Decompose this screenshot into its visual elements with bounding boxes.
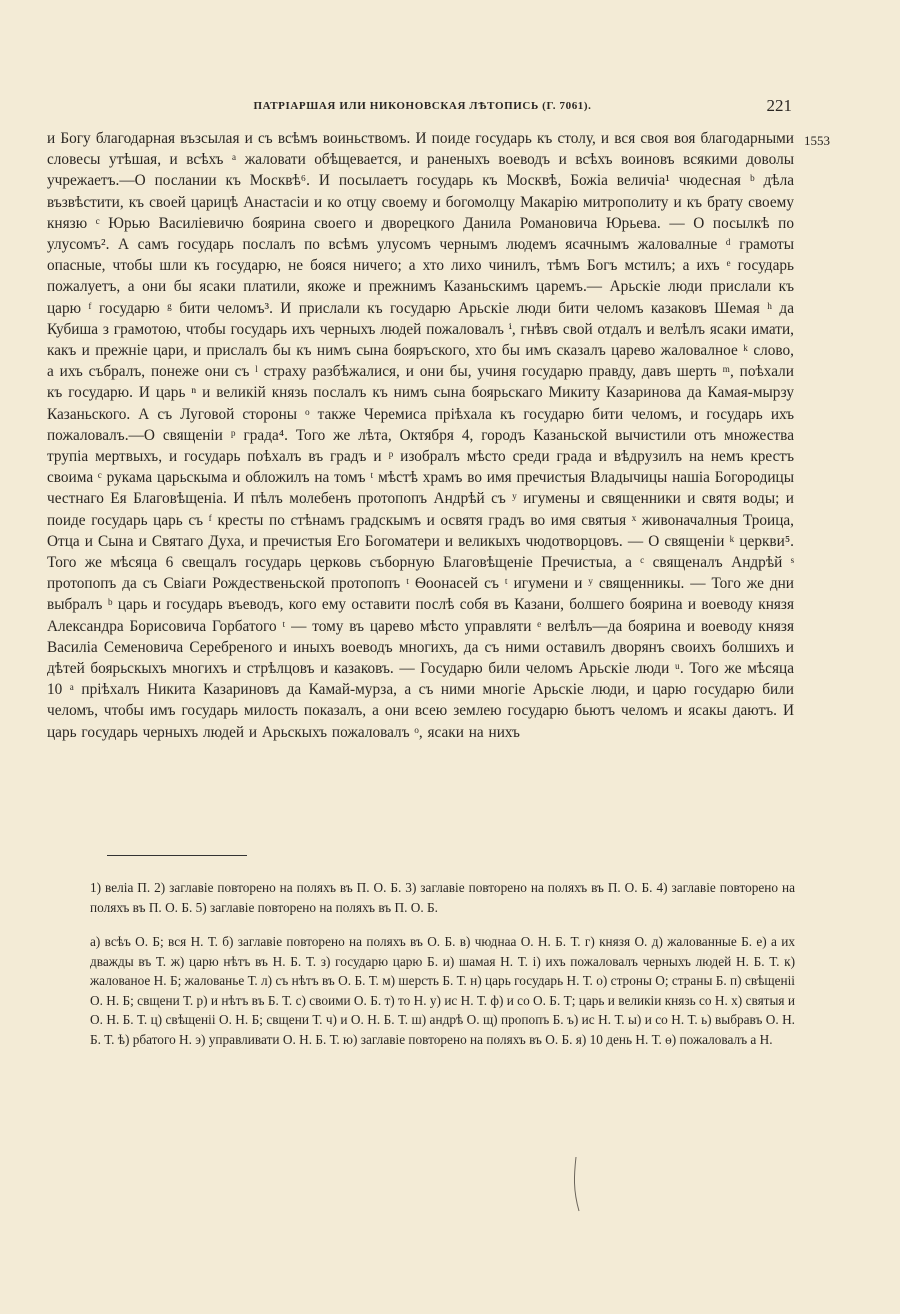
running-title: ПАТРІАРШАЯ ИЛИ НИКОНОВСКАЯ ЛѢТОПИСЬ (Г. 7061). [253,100,592,112]
footnote-divider [107,855,247,856]
numbered-footnotes-text: 1) веліа П. 2) заглавіе повторено на поляхъ въ П. О. Б. 3) заглавіе повторено на поляхъ въ П. О. Б. 4) заглавіе повторено на поляхъ въ П. О. Б. 5) заглавіе повторено на поляхъ въ П. О. Б. [90,880,795,915]
margin-year: 1553 [804,133,830,148]
lettered-footnotes [90,932,795,1049]
lettered-footnotes-text: а) всѣъ О. Б; вся Н. Т. б) заглавіе повторено на поляхъ въ О. Б. в) чюднаа О. Н. Б. Т. г) князя О. д) жалованные Б. е) а их дважды въ Т. ж) царю нѣтъ въ Н. Б. Т. з) государю царю Б. и) шамая Н. Т. і) ихъ пожаловалъ черныхъ людей Н. Б. Т. к) жалованое Н. Б; жалованье Т. л) съ нѣтъ въ О. Б. Т. м) шерсть Б. Т. н) царь государь Н. Т. о) строны О; страны Б. п) свѣщеніі О. Н. Б; свщени Т. р) и нѣтъ въ Б. Т. с) своими О. Б. т) то Н. у) ис Н. Т. ф) и со О. Б. Т; царь и великіи князь со Н. х) святыя и О. Н. Б. Т. ц) свѣщеніі О. Н. Б; свщени Т. ч) и О. Н. Б. Т. ш) андрѣ О. щ) пропопъ Б. ъ) ис Н. Т. ы) и со Н. Т. ь) выбравъ О. Н. Б. Т. ѣ) рбатого Н. э) управливати О. Н. Б. Т. ю) заглавіе повторено на поляхъ въ О. Б. я) 10 день Н. Т. ѳ) пожаловалъ а Н. [90,934,795,1047]
page-header [0,96,900,120]
pencil-mark-icon [570,1155,586,1215]
page-number: 221 [766,96,792,115]
main-text-block [47,128,794,743]
main-paragraph: и Богу благодарная възсылая и съ всѣмъ воиньствомъ. И поиде государь къ столу, и вся своя воя благодарными словесы утѣшая, и всѣхъ ᵃ жаловати обѣщевается, и раненыхъ воеводъ и всѣхъ воиновъ всякими доволы учрежаетъ.—О послании къ Москвѣ⁶. И посылаетъ государь къ Москвѣ, Божіа величіа¹ чюдесная ᵇ дѣла възвѣстити, къ своей царицѣ Анастасіи и ко отцу своему и богомолцу Макарію митрополиту и къ брату своему князю ᶜ Юрью Василіевичю боярина своего и дворецкого Данила Романовича Юрьева. — О посылкѣ по улусомъ². А самъ государь послалъ по всѣмъ улусомъ чернымъ людемъ ясачнымъ жаловалные ᵈ грамоты опасные, чтобы шли къ государю, не бояся ничего; а хто лихо чинилъ, тѣмъ Богъ мстилъ; а ихъ ᵉ государь пожалуетъ, а они бы ясаки платили, якоже и прежнимъ Казаньскимъ царемъ.— Арьскіе люди прислали къ царю ᶠ государю ᵍ бити челомъ³. И прислали къ государю Арьскіе люди бити челомъ казаковъ Шемая ʰ да Кубиша з грамотою, чтобы государь ихъ черныхъ людей пожаловалъ ⁱ, гнѣвъ свой отдалъ и велѣлъ ясаки имати, какъ и прежніе цари, и прислалъ бы къ нимъ сына бояръского, хто бы имъ сказалъ царево жаловалное ᵏ слово, а ихъ събралъ, понеже они съ ˡ страху разбѣжалися, и они бы, учиня государю правду, давъ шерть ᵐ, поѣхали къ государю. И царь ⁿ и великій князь послалъ къ нимъ сына боярьскаго Микиту Казаринова да Камая-мырзу Казаньского. А съ Луговой стороны ᵒ также Черемиса пріѣхала къ государю бити челомъ, и государь ихъ пожаловалъ.—О священіи ᵖ града⁴. Того же лѣта, Октября 4, городъ Казаньской вычистили отъ множества трупіа мертвыхъ, и государь поѣхалъ въ градъ и ᵖ изобралъ мѣсто среди града и вѣдрузилъ на немъ крестъ своима ᶜ рукама царьскыма и обложилъ на томъ ᵗ мѣстѣ храмъ во имя пречистыя Владычицы нашіа Богородицы честнаго Ея Благовѣщеніа. И пѣлъ молебенъ протопопъ Андрѣй съ ʸ игумены и священники и святя воды; и поиде государь царь съ ᶠ кресты по стѣнамъ градскымъ и освятя градъ во имя святыя ˣ живоначалныя Троица, Отца и Сына и Святаго Духа, и пречистыя Его Богоматери и великыхъ чюдотворцовъ. — О священіи ᵏ церкви⁵. Того же мѣсяца 6 свещалъ государь церковь съборную Благовѣщеніе Пречистыа, а ᶜ священалъ Андрѣй ˢ протопопъ да съ Свіаги Рождественьской протопопъ ᵗ Ѳоонасей съ ᵗ игумени и ʸ священникы. — Того же дни выбралъ ᵇ царь и государь въеводъ, кого ему оставити послѣ собя въ Казани, болшего боярина и воеводу князя Александра Борисовича Горбатого ᵗ — тому въ царево мѣсто управляти ᵉ велѣлъ—да боярина и воеводу князя Василіа Семеновича Серебреного и иныхъ воеводъ многихъ, да съ ними оставилъ дворянъ своихъ болшихъ и дѣтей боярьскыхъ многихъ и стрѣлцовъ и казаковъ. — Государю били челомъ Арьскіе люди ᵘ. Того же мѣсяца 10 ᵃ пріѣхалъ Никита Казариновъ да Камай-мурза, а съ ними многіе Арьскіе люди, и царю государю били челомъ, чтобы имъ государь милость показалъ, а они всею землею государю бьютъ челомъ и ясакы даютъ. И царь государь черныхъ людей и Арьскыхъ пожаловалъ ᵒ, ясаки на нихъ [47,130,795,741]
numbered-footnotes [90,878,795,917]
